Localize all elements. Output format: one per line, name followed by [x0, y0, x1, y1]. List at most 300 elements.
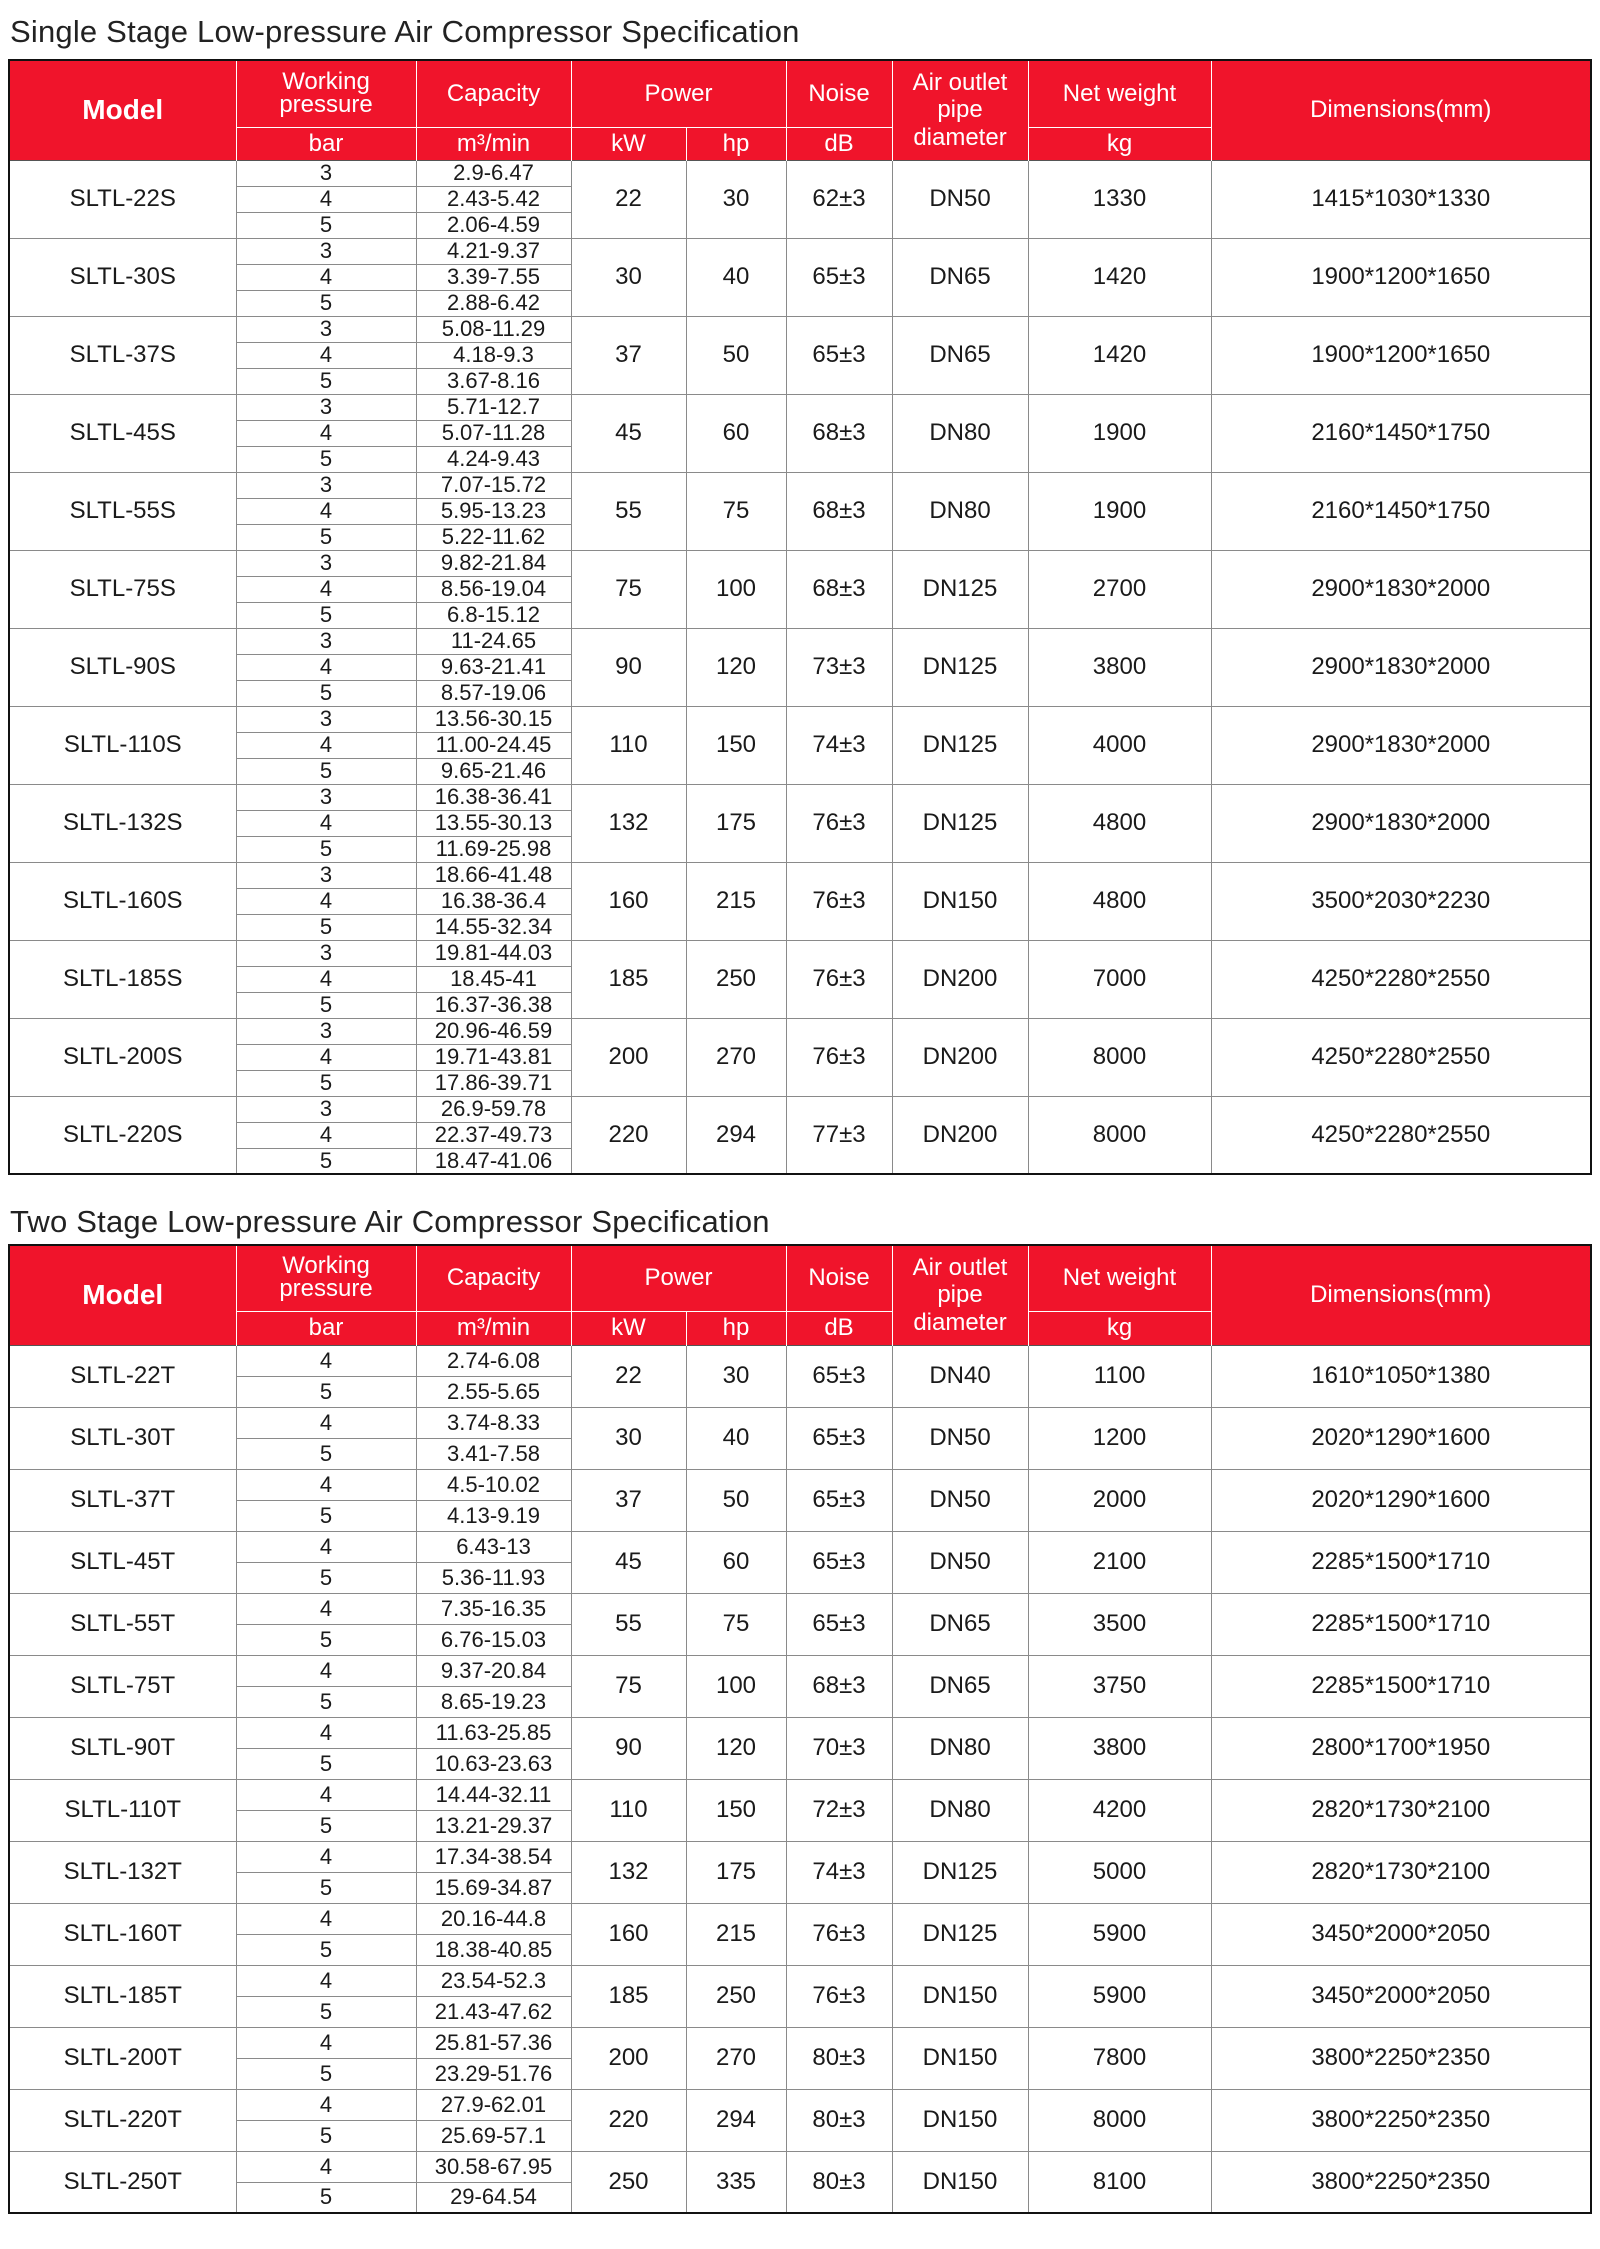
pipe-diameter-cell: DN65	[892, 1593, 1028, 1655]
table-row	[9, 1717, 1591, 1748]
header-model: Model	[9, 60, 236, 160]
capacity-cell: 9.65-21.46	[416, 758, 571, 784]
power-hp-cell: 30	[686, 160, 786, 238]
pressure-cell: 5	[236, 1070, 416, 1096]
pressure-cell: 5	[236, 1148, 416, 1174]
power-hp-cell: 120	[686, 628, 786, 706]
power-hp-cell: 75	[686, 472, 786, 550]
capacity-cell: 25.69-57.1	[416, 2120, 571, 2151]
capacity-cell: 11.00-24.45	[416, 732, 571, 758]
capacity-cell: 22.37-49.73	[416, 1122, 571, 1148]
capacity-cell: 9.63-21.41	[416, 654, 571, 680]
pressure-cell: 5	[236, 1562, 416, 1593]
capacity-cell: 26.9-59.78	[416, 1096, 571, 1122]
noise-cell: 80±3	[786, 2151, 892, 2213]
net-weight-cell: 8000	[1028, 2089, 1211, 2151]
table-row	[9, 1903, 1591, 1934]
unit-kw: kW	[571, 127, 686, 160]
pressure-cell: 4	[236, 1903, 416, 1934]
dimensions-cell: 3450*2000*2050	[1211, 1965, 1591, 2027]
capacity-cell: 7.07-15.72	[416, 472, 571, 498]
capacity-cell: 18.45-41	[416, 966, 571, 992]
pipe-diameter-cell: DN125	[892, 1903, 1028, 1965]
pressure-cell: 4	[236, 654, 416, 680]
dimensions-cell: 2285*1500*1710	[1211, 1531, 1591, 1593]
pressure-cell: 5	[236, 524, 416, 550]
capacity-cell: 13.21-29.37	[416, 1810, 571, 1841]
noise-cell: 65±3	[786, 1407, 892, 1469]
two-stage-section	[0, 1190, 1600, 2249]
header-dimensions: Dimensions(mm)	[1211, 1245, 1591, 1345]
power-kw-cell: 132	[571, 784, 686, 862]
dimensions-cell: 2020*1290*1600	[1211, 1469, 1591, 1531]
model-cell: SLTL-185S	[9, 940, 236, 1018]
capacity-cell: 13.55-30.13	[416, 810, 571, 836]
dimensions-cell: 4250*2280*2550	[1211, 940, 1591, 1018]
capacity-cell: 25.81-57.36	[416, 2027, 571, 2058]
net-weight-cell: 7000	[1028, 940, 1211, 1018]
pressure-cell: 5	[236, 1810, 416, 1841]
capacity-cell: 21.43-47.62	[416, 1996, 571, 2027]
table-row	[9, 1096, 1591, 1122]
power-kw-cell: 30	[571, 238, 686, 316]
capacity-cell: 2.9-6.47	[416, 160, 571, 186]
pipe-diameter-cell: DN125	[892, 628, 1028, 706]
header-power: Power	[571, 60, 786, 127]
pressure-cell: 4	[236, 1469, 416, 1500]
power-kw-cell: 250	[571, 2151, 686, 2213]
power-hp-cell: 150	[686, 706, 786, 784]
noise-cell: 74±3	[786, 1841, 892, 1903]
power-kw-cell: 22	[571, 1345, 686, 1407]
dimensions-cell: 3800*2250*2350	[1211, 2151, 1591, 2213]
pressure-cell: 5	[236, 2120, 416, 2151]
capacity-cell: 2.88-6.42	[416, 290, 571, 316]
pressure-cell: 5	[236, 2182, 416, 2213]
pipe-diameter-cell: DN65	[892, 238, 1028, 316]
capacity-cell: 18.38-40.85	[416, 1934, 571, 1965]
power-kw-cell: 55	[571, 472, 686, 550]
pressure-cell: 3	[236, 238, 416, 264]
dimensions-cell: 2285*1500*1710	[1211, 1593, 1591, 1655]
pipe-diameter-cell: DN40	[892, 1345, 1028, 1407]
table-row	[9, 238, 1591, 264]
unit-hp: hp	[686, 127, 786, 160]
net-weight-cell: 1330	[1028, 160, 1211, 238]
pressure-cell: 5	[236, 1624, 416, 1655]
model-cell: SLTL-220S	[9, 1096, 236, 1174]
pressure-cell: 4	[236, 888, 416, 914]
pressure-cell: 3	[236, 316, 416, 342]
net-weight-cell: 1900	[1028, 472, 1211, 550]
dimensions-cell: 2285*1500*1710	[1211, 1655, 1591, 1717]
pressure-cell: 4	[236, 732, 416, 758]
pressure-cell: 5	[236, 1438, 416, 1469]
pressure-cell: 4	[236, 1122, 416, 1148]
unit-db: dB	[786, 1311, 892, 1345]
pressure-cell: 4	[236, 264, 416, 290]
capacity-cell: 29-64.54	[416, 2182, 571, 2213]
pressure-cell: 5	[236, 1500, 416, 1531]
pressure-cell: 5	[236, 836, 416, 862]
model-cell: SLTL-22S	[9, 160, 236, 238]
pipe-diameter-cell: DN125	[892, 784, 1028, 862]
pressure-cell: 3	[236, 940, 416, 966]
table-row	[9, 1779, 1591, 1810]
pipe-diameter-cell: DN80	[892, 1779, 1028, 1841]
pressure-cell: 3	[236, 472, 416, 498]
net-weight-cell: 1420	[1028, 238, 1211, 316]
table-row	[9, 550, 1591, 576]
spec-table	[8, 59, 1592, 1175]
pipe-diameter-cell: DN200	[892, 940, 1028, 1018]
power-kw-cell: 90	[571, 1717, 686, 1779]
capacity-cell: 3.41-7.58	[416, 1438, 571, 1469]
header-working-pressure: Working pressure	[236, 60, 416, 127]
dimensions-cell: 2800*1700*1950	[1211, 1717, 1591, 1779]
pressure-cell: 4	[236, 576, 416, 602]
power-hp-cell: 40	[686, 238, 786, 316]
noise-cell: 65±3	[786, 1593, 892, 1655]
capacity-cell: 5.36-11.93	[416, 1562, 571, 1593]
power-kw-cell: 30	[571, 1407, 686, 1469]
model-cell: SLTL-200S	[9, 1018, 236, 1096]
header-net-weight: Net weight	[1028, 60, 1211, 127]
pressure-cell: 4	[236, 342, 416, 368]
capacity-cell: 18.47-41.06	[416, 1148, 571, 1174]
dimensions-cell: 1610*1050*1380	[1211, 1345, 1591, 1407]
net-weight-cell: 7800	[1028, 2027, 1211, 2089]
pressure-cell: 5	[236, 1748, 416, 1779]
pipe-diameter-cell: DN80	[892, 394, 1028, 472]
noise-cell: 77±3	[786, 1096, 892, 1174]
capacity-cell: 19.81-44.03	[416, 940, 571, 966]
capacity-cell: 14.55-32.34	[416, 914, 571, 940]
capacity-cell: 4.13-9.19	[416, 1500, 571, 1531]
unit-capacity: m³/min	[416, 127, 571, 160]
pressure-cell: 3	[236, 784, 416, 810]
pressure-cell: 5	[236, 212, 416, 238]
noise-cell: 65±3	[786, 238, 892, 316]
capacity-cell: 20.16-44.8	[416, 1903, 571, 1934]
power-kw-cell: 132	[571, 1841, 686, 1903]
power-kw-cell: 220	[571, 1096, 686, 1174]
model-cell: SLTL-90T	[9, 1717, 236, 1779]
pressure-cell: 3	[236, 394, 416, 420]
dimensions-cell: 2900*1830*2000	[1211, 628, 1591, 706]
unit-kg: kg	[1028, 1311, 1211, 1345]
model-cell: SLTL-132S	[9, 784, 236, 862]
net-weight-cell: 3750	[1028, 1655, 1211, 1717]
model-cell: SLTL-37T	[9, 1469, 236, 1531]
net-weight-cell: 2100	[1028, 1531, 1211, 1593]
pressure-cell: 3	[236, 862, 416, 888]
pressure-cell: 3	[236, 160, 416, 186]
pressure-cell: 5	[236, 368, 416, 394]
unit-bar: bar	[236, 1311, 416, 1345]
pipe-diameter-cell: DN125	[892, 550, 1028, 628]
dimensions-cell: 3800*2250*2350	[1211, 2027, 1591, 2089]
table-row	[9, 628, 1591, 654]
noise-cell: 76±3	[786, 862, 892, 940]
power-hp-cell: 40	[686, 1407, 786, 1469]
pipe-diameter-cell: DN150	[892, 2027, 1028, 2089]
model-cell: SLTL-90S	[9, 628, 236, 706]
power-kw-cell: 200	[571, 2027, 686, 2089]
pipe-diameter-cell: DN50	[892, 1469, 1028, 1531]
pressure-cell: 4	[236, 1407, 416, 1438]
model-cell: SLTL-160S	[9, 862, 236, 940]
capacity-cell: 14.44-32.11	[416, 1779, 571, 1810]
unit-db: dB	[786, 127, 892, 160]
noise-cell: 68±3	[786, 1655, 892, 1717]
pressure-cell: 4	[236, 2027, 416, 2058]
dimensions-cell: 4250*2280*2550	[1211, 1096, 1591, 1174]
capacity-cell: 8.57-19.06	[416, 680, 571, 706]
power-hp-cell: 30	[686, 1345, 786, 1407]
pressure-cell: 4	[236, 1531, 416, 1562]
power-kw-cell: 75	[571, 1655, 686, 1717]
pressure-cell: 3	[236, 1096, 416, 1122]
pressure-cell: 5	[236, 290, 416, 316]
net-weight-cell: 4800	[1028, 862, 1211, 940]
capacity-cell: 10.63-23.63	[416, 1748, 571, 1779]
table-row	[9, 160, 1591, 186]
capacity-cell: 7.35-16.35	[416, 1593, 571, 1624]
pressure-cell: 5	[236, 1996, 416, 2027]
pipe-diameter-cell: DN200	[892, 1018, 1028, 1096]
table-row	[9, 1018, 1591, 1044]
capacity-cell: 8.65-19.23	[416, 1686, 571, 1717]
dimensions-cell: 3500*2030*2230	[1211, 862, 1591, 940]
capacity-cell: 19.71-43.81	[416, 1044, 571, 1070]
table-row	[9, 472, 1591, 498]
power-hp-cell: 100	[686, 550, 786, 628]
noise-cell: 73±3	[786, 628, 892, 706]
capacity-cell: 6.43-13	[416, 1531, 571, 1562]
power-hp-cell: 60	[686, 1531, 786, 1593]
capacity-cell: 16.37-36.38	[416, 992, 571, 1018]
net-weight-cell: 8000	[1028, 1018, 1211, 1096]
table-row	[9, 2089, 1591, 2120]
dimensions-cell: 2160*1450*1750	[1211, 394, 1591, 472]
model-cell: SLTL-132T	[9, 1841, 236, 1903]
power-kw-cell: 37	[571, 1469, 686, 1531]
power-hp-cell: 215	[686, 1903, 786, 1965]
noise-cell: 70±3	[786, 1717, 892, 1779]
net-weight-cell: 3800	[1028, 628, 1211, 706]
model-cell: SLTL-55S	[9, 472, 236, 550]
capacity-cell: 5.95-13.23	[416, 498, 571, 524]
model-cell: SLTL-37S	[9, 316, 236, 394]
net-weight-cell: 4200	[1028, 1779, 1211, 1841]
capacity-cell: 16.38-36.4	[416, 888, 571, 914]
power-kw-cell: 45	[571, 1531, 686, 1593]
capacity-cell: 3.39-7.55	[416, 264, 571, 290]
capacity-cell: 16.38-36.41	[416, 784, 571, 810]
model-cell: SLTL-110S	[9, 706, 236, 784]
pressure-cell: 4	[236, 1593, 416, 1624]
noise-cell: 65±3	[786, 1469, 892, 1531]
pressure-cell: 4	[236, 810, 416, 836]
table-row	[9, 2027, 1591, 2058]
net-weight-cell: 4000	[1028, 706, 1211, 784]
dimensions-cell: 2900*1830*2000	[1211, 784, 1591, 862]
model-cell: SLTL-185T	[9, 1965, 236, 2027]
pressure-cell: 4	[236, 1779, 416, 1810]
power-hp-cell: 150	[686, 1779, 786, 1841]
power-hp-cell: 175	[686, 1841, 786, 1903]
capacity-cell: 5.71-12.7	[416, 394, 571, 420]
pressure-cell: 5	[236, 1376, 416, 1407]
capacity-cell: 20.96-46.59	[416, 1018, 571, 1044]
capacity-cell: 2.43-5.42	[416, 186, 571, 212]
capacity-cell: 27.9-62.01	[416, 2089, 571, 2120]
dimensions-cell: 4250*2280*2550	[1211, 1018, 1591, 1096]
noise-cell: 76±3	[786, 1903, 892, 1965]
pressure-cell: 4	[236, 1345, 416, 1376]
model-cell: SLTL-160T	[9, 1903, 236, 1965]
capacity-cell: 5.08-11.29	[416, 316, 571, 342]
unit-kw: kW	[571, 1311, 686, 1345]
dimensions-cell: 1900*1200*1650	[1211, 316, 1591, 394]
pressure-cell: 3	[236, 550, 416, 576]
pipe-diameter-cell: DN80	[892, 472, 1028, 550]
pipe-diameter-cell: DN80	[892, 1717, 1028, 1779]
power-hp-cell: 120	[686, 1717, 786, 1779]
model-cell: SLTL-110T	[9, 1779, 236, 1841]
table-row	[9, 940, 1591, 966]
dimensions-cell: 1900*1200*1650	[1211, 238, 1591, 316]
header-capacity: Capacity	[416, 60, 571, 127]
dimensions-cell: 2820*1730*2100	[1211, 1779, 1591, 1841]
dimensions-cell: 3450*2000*2050	[1211, 1903, 1591, 1965]
model-cell: SLTL-45S	[9, 394, 236, 472]
model-cell: SLTL-250T	[9, 2151, 236, 2213]
noise-cell: 68±3	[786, 472, 892, 550]
model-cell: SLTL-30S	[9, 238, 236, 316]
capacity-cell: 9.82-21.84	[416, 550, 571, 576]
noise-cell: 68±3	[786, 394, 892, 472]
capacity-cell: 13.56-30.15	[416, 706, 571, 732]
model-cell: SLTL-22T	[9, 1345, 236, 1407]
dimensions-cell: 2820*1730*2100	[1211, 1841, 1591, 1903]
capacity-cell: 11-24.65	[416, 628, 571, 654]
table-row	[9, 1593, 1591, 1624]
noise-cell: 65±3	[786, 1345, 892, 1407]
power-kw-cell: 185	[571, 940, 686, 1018]
net-weight-cell: 3500	[1028, 1593, 1211, 1655]
capacity-cell: 5.22-11.62	[416, 524, 571, 550]
power-kw-cell: 22	[571, 160, 686, 238]
header-model: Model	[9, 1245, 236, 1345]
capacity-cell: 4.21-9.37	[416, 238, 571, 264]
power-kw-cell: 110	[571, 1779, 686, 1841]
model-cell: SLTL-55T	[9, 1593, 236, 1655]
pipe-diameter-cell: DN150	[892, 862, 1028, 940]
capacity-cell: 17.34-38.54	[416, 1841, 571, 1872]
table-row	[9, 1841, 1591, 1872]
noise-cell: 76±3	[786, 784, 892, 862]
table-row	[9, 1531, 1591, 1562]
pressure-cell: 4	[236, 966, 416, 992]
pipe-diameter-cell: DN150	[892, 2151, 1028, 2213]
net-weight-cell: 5900	[1028, 1965, 1211, 2027]
pressure-cell: 4	[236, 1841, 416, 1872]
noise-cell: 80±3	[786, 2089, 892, 2151]
pipe-diameter-cell: DN125	[892, 1841, 1028, 1903]
net-weight-cell: 1420	[1028, 316, 1211, 394]
pressure-cell: 4	[236, 498, 416, 524]
pressure-cell: 5	[236, 680, 416, 706]
power-kw-cell: 220	[571, 2089, 686, 2151]
power-hp-cell: 175	[686, 784, 786, 862]
model-cell: SLTL-75S	[9, 550, 236, 628]
capacity-cell: 23.54-52.3	[416, 1965, 571, 1996]
pressure-cell: 4	[236, 1965, 416, 1996]
power-hp-cell: 215	[686, 862, 786, 940]
pressure-cell: 4	[236, 2089, 416, 2120]
pressure-cell: 3	[236, 706, 416, 732]
power-kw-cell: 110	[571, 706, 686, 784]
capacity-cell: 2.74-6.08	[416, 1345, 571, 1376]
net-weight-cell: 1200	[1028, 1407, 1211, 1469]
model-cell: SLTL-200T	[9, 2027, 236, 2089]
model-cell: SLTL-75T	[9, 1655, 236, 1717]
noise-cell: 80±3	[786, 2027, 892, 2089]
capacity-cell: 5.07-11.28	[416, 420, 571, 446]
capacity-cell: 15.69-34.87	[416, 1872, 571, 1903]
header-net-weight: Net weight	[1028, 1245, 1211, 1311]
header-air-outlet: Air outlet pipe diameter	[892, 60, 1028, 160]
capacity-cell: 4.18-9.3	[416, 342, 571, 368]
power-hp-cell: 250	[686, 1965, 786, 2027]
pressure-cell: 5	[236, 914, 416, 940]
capacity-cell: 11.69-25.98	[416, 836, 571, 862]
pressure-cell: 5	[236, 758, 416, 784]
header-power: Power	[571, 1245, 786, 1311]
net-weight-cell: 2000	[1028, 1469, 1211, 1531]
capacity-cell: 30.58-67.95	[416, 2151, 571, 2182]
capacity-cell: 3.67-8.16	[416, 368, 571, 394]
pressure-cell: 5	[236, 1872, 416, 1903]
capacity-cell: 6.76-15.03	[416, 1624, 571, 1655]
table-row	[9, 316, 1591, 342]
pressure-cell: 5	[236, 2058, 416, 2089]
pressure-cell: 4	[236, 1717, 416, 1748]
section-title: Single Stage Low-pressure Air Compressor Specification	[10, 14, 800, 49]
noise-cell: 62±3	[786, 160, 892, 238]
capacity-cell: 3.74-8.33	[416, 1407, 571, 1438]
table-row	[9, 1965, 1591, 1996]
table-row	[9, 784, 1591, 810]
power-hp-cell: 60	[686, 394, 786, 472]
noise-cell: 76±3	[786, 1018, 892, 1096]
spec-table	[8, 1244, 1592, 2214]
dimensions-cell: 2900*1830*2000	[1211, 550, 1591, 628]
table-body	[9, 1345, 1591, 2213]
unit-kg: kg	[1028, 127, 1211, 160]
dimensions-cell: 2900*1830*2000	[1211, 706, 1591, 784]
table-row	[9, 1469, 1591, 1500]
table-row	[9, 394, 1591, 420]
net-weight-cell: 1900	[1028, 394, 1211, 472]
pipe-diameter-cell: DN125	[892, 706, 1028, 784]
pressure-cell: 3	[236, 1018, 416, 1044]
unit-hp: hp	[686, 1311, 786, 1345]
pipe-diameter-cell: DN150	[892, 1965, 1028, 2027]
capacity-cell: 8.56-19.04	[416, 576, 571, 602]
